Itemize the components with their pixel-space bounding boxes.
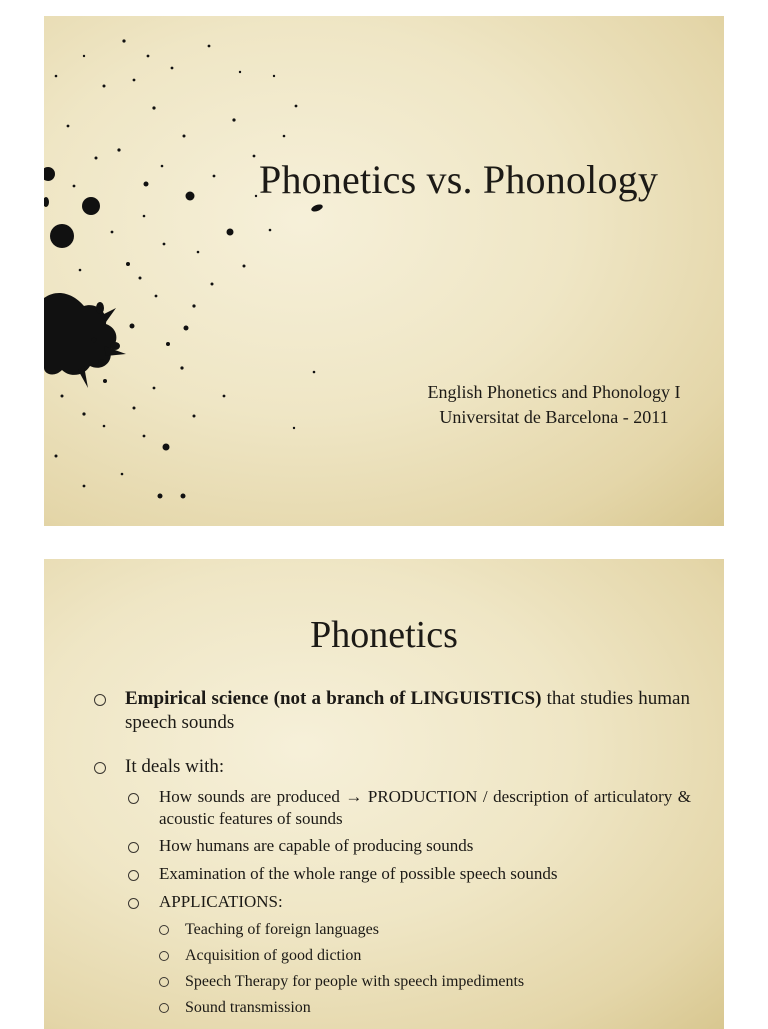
application-item: Speech Therapy for people with speech impediments xyxy=(185,971,685,993)
list-item: How sounds are produced → PRODUCTION / description of articulatory & acoustic features of sounds xyxy=(159,786,691,830)
circle-bullet-icon xyxy=(94,694,106,706)
circle-bullet-icon xyxy=(159,1003,169,1013)
bullet-definition xyxy=(125,687,690,735)
definition-rest: that studies human speech sounds xyxy=(125,688,690,733)
circle-bullet-icon xyxy=(128,870,139,881)
application-item: Teaching of foreign languages xyxy=(185,919,685,941)
application-item: Acquisition of good diction xyxy=(185,945,685,967)
application-item: Sound transmission xyxy=(185,997,685,1019)
university-year: Universitat de Barcelona - 2011 xyxy=(439,407,669,427)
list-item: Examination of the whole range of possible speech sounds xyxy=(159,863,691,885)
bullet-deals-with xyxy=(125,755,690,779)
slide-title: Phonetics vs. Phonology xyxy=(259,157,659,202)
title-slide xyxy=(44,16,724,526)
deals-with-text: It deals with: xyxy=(125,756,225,777)
definition-bold: Empirical science (not a branch of LINGUISTICS) xyxy=(125,688,542,709)
circle-bullet-icon xyxy=(128,842,139,853)
list-item: How humans are capable of producing sounds xyxy=(159,835,691,857)
course-name: English Phonetics and Phonology I xyxy=(427,382,681,402)
circle-bullet-icon xyxy=(159,951,169,961)
circle-bullet-icon xyxy=(159,977,169,987)
phonetics-slide xyxy=(44,559,724,1029)
circle-bullet-icon xyxy=(159,925,169,935)
circle-bullet-icon xyxy=(94,762,106,774)
ink-splatter-decoration xyxy=(44,16,724,526)
slide-title: Phonetics xyxy=(310,614,458,656)
circle-bullet-icon xyxy=(128,898,139,909)
list-item: APPLICATIONS: xyxy=(159,891,691,913)
circle-bullet-icon xyxy=(128,793,139,804)
